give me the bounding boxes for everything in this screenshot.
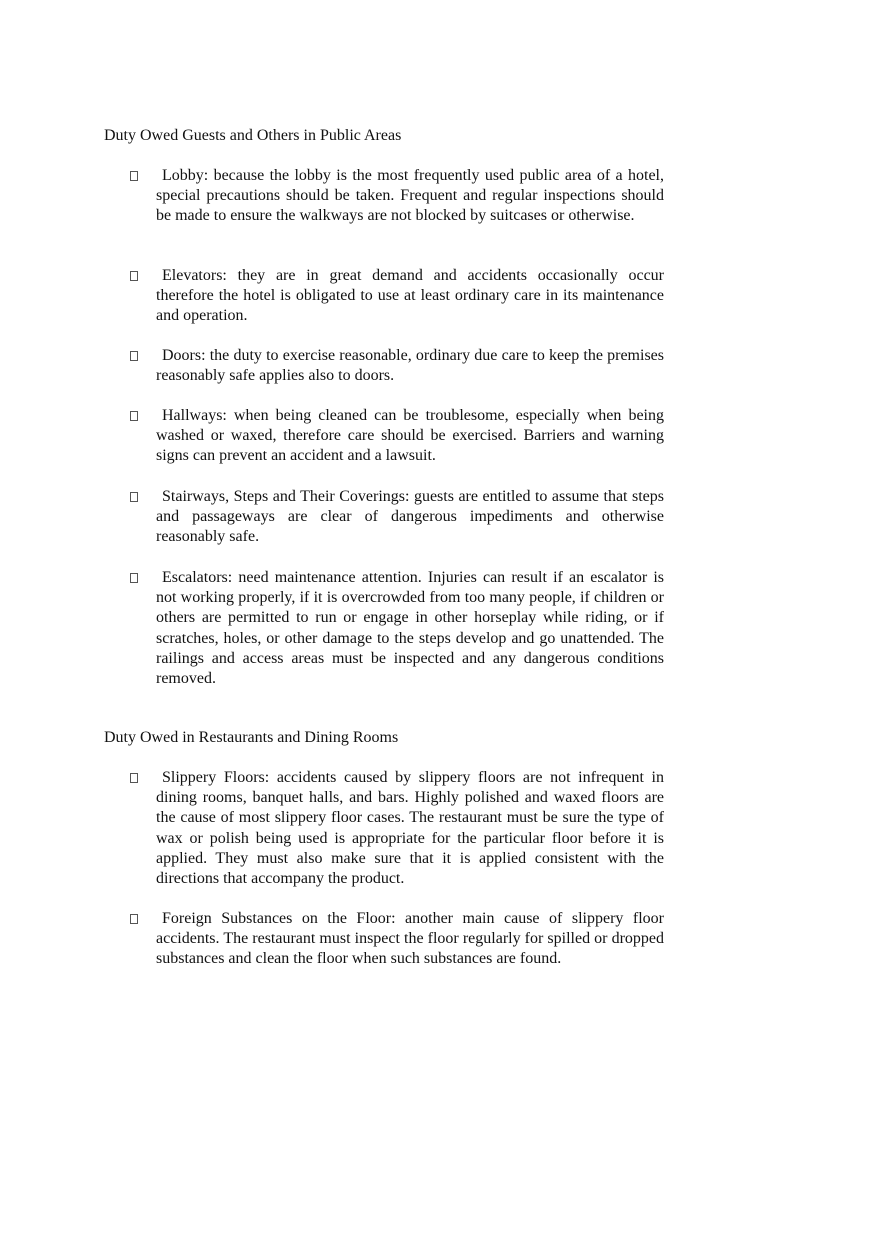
item-text: Hallways: when being cleaned can be troublesome, especially when being washed or waxed, therefore care should be exercised. Barriers and warning signs can prevent an accident and a lawsuit. [156,407,664,465]
missing-glyph-icon [130,573,138,583]
section-restaurants [104,728,684,748]
list-item-foreign-substances [156,909,664,970]
list-item-lobby [156,166,664,227]
item-text: Slippery Floors: accidents caused by slippery floors are not infrequent in dining rooms, banquet halls, and bars. Highly polished and waxed floors are the cause of most slippery floor cases. The restaurant must be sure the type of wax or polish being used is appropriate for the particular floor before it is applied. They must also make sure that it is applied consistent with the directions that accompany the product. [156,769,664,888]
list-item-escalators [156,568,664,689]
list-item-slippery-floors [156,768,664,889]
missing-glyph-icon [130,914,138,924]
list-item-hallways [156,406,664,467]
list-item-stairways [156,487,664,548]
missing-glyph-icon [130,351,138,361]
missing-glyph-icon [130,271,138,281]
item-text: Elevators: they are in great demand and accidents occasionally occur therefore the hotel is obligated to use at least ordinary care in its maintenance and operation. [156,267,664,325]
section-public-areas [104,126,684,146]
section-heading: Duty Owed in Restaurants and Dining Rooms [104,729,399,746]
missing-glyph-icon [130,411,138,421]
list-item-doors [156,346,664,386]
missing-glyph-icon [130,171,138,181]
item-text: Foreign Substances on the Floor: another main cause of slippery floor accidents. The restaurant must inspect the floor regularly for spilled or dropped substances and clean the floor when such substances are found. [156,910,664,968]
missing-glyph-icon [130,492,138,502]
item-text: Escalators: need maintenance attention. Injuries can result if an escalator is not working properly, if it is overcrowded from too many people, if children or others are permitted to run or engage in other horseplay while riding, or if scratches, holes, or other damage to the steps develop and go unattended. The railings and access areas must be inspected and any dangerous conditions removed. [156,569,664,688]
item-text: Lobby: because the lobby is the most frequently used public area of a hotel, special precautions should be taken. Frequent and regular inspections should be made to ensure the walkways are not blocked by suitcases or otherwise. [156,167,664,225]
missing-glyph-icon [130,773,138,783]
list-item-elevators [156,266,664,327]
section-heading: Duty Owed Guests and Others in Public Areas [104,127,402,144]
item-text: Stairways, Steps and Their Coverings: guests are entitled to assume that steps and passageways are clear of dangerous impediments and otherwise reasonably safe. [156,488,664,546]
item-text: Doors: the duty to exercise reasonable, ordinary due care to keep the premises reasonably safe applies also to doors. [156,347,664,385]
